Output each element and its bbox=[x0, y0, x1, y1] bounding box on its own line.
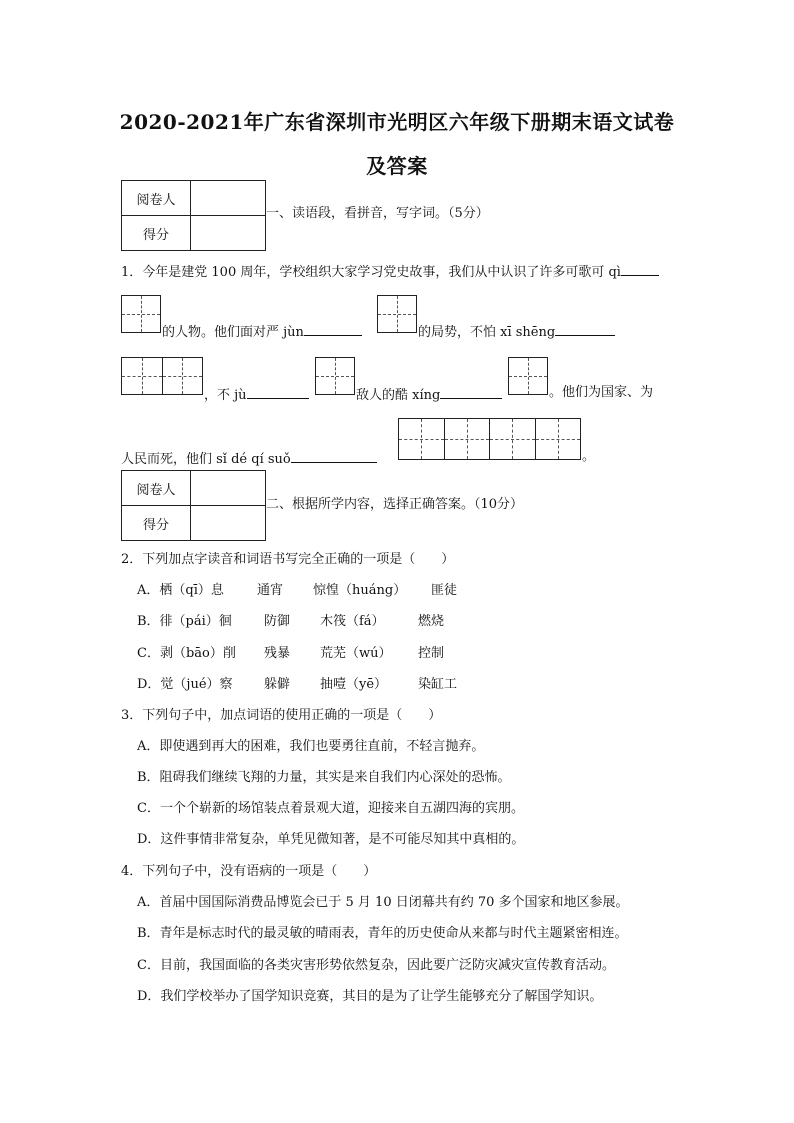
char-box-xing[interactable] bbox=[508, 357, 548, 395]
reviewer-label-2: 阅卷人 bbox=[122, 471, 191, 506]
blank-sidequsuo[interactable] bbox=[291, 449, 377, 463]
page-title-line2: 及答案 bbox=[366, 154, 428, 178]
q1-line4b: 。 bbox=[582, 449, 596, 464]
score-box-1 bbox=[121, 180, 266, 251]
q2-b-3: 木筏（fá） bbox=[320, 614, 385, 629]
q2-c-3: 荒芜（wú） bbox=[320, 646, 392, 661]
q1-text-2b: 的局势，不怕 xī shēng bbox=[418, 325, 556, 340]
score-field-2[interactable] bbox=[191, 506, 266, 541]
q2-c-1: C．剥（bāo）削 bbox=[137, 646, 236, 661]
q1-text-3a: ，不 jù bbox=[204, 388, 247, 403]
q4-option-b[interactable]: B．青年是标志时代的最灵敏的晴雨表，青年的历史使命从来都与时代主题紧密相连。 bbox=[137, 926, 628, 941]
q2-option-a[interactable] bbox=[137, 583, 457, 599]
q3-option-d[interactable]: D．这件事情非常复杂，单凭见微知著，是不可能尽知其中真相的。 bbox=[137, 832, 525, 847]
q2-c-4: 控制 bbox=[418, 646, 445, 661]
section1-heading: 一、读语段，看拼音，写字词。（5分） bbox=[266, 206, 489, 221]
q3-option-c[interactable]: C．一个个崭新的场馆装点着景观大道，迎接来自五湖四海的宾朋。 bbox=[137, 801, 524, 816]
q2-a-3: 惊惶（huáng） bbox=[313, 583, 407, 598]
reviewer-field-2[interactable] bbox=[191, 471, 266, 506]
q2-a-4: 匪徒 bbox=[431, 583, 458, 598]
q2-option-c[interactable] bbox=[137, 646, 444, 662]
q2-b-2: 防御 bbox=[264, 614, 291, 629]
q2-a-2: 通宵 bbox=[257, 583, 284, 598]
reviewer-label: 阅卷人 bbox=[122, 181, 191, 216]
q2-a-1: A．栖（qī）息 bbox=[137, 583, 224, 598]
score-field[interactable] bbox=[191, 216, 266, 251]
q4-option-d[interactable]: D．我们学校举办了国学知识竞赛，其目的是为了让学生能够充分了解国学知识。 bbox=[137, 989, 603, 1004]
page-title: 2020-2021年广东省深圳市光明区六年级下册期末语文试卷 bbox=[119, 110, 675, 134]
q2-b-1: B．徘（pái）徊 bbox=[137, 614, 232, 629]
q2-d-3: 抽噎（yē） bbox=[320, 677, 388, 692]
q1-text-3b: 敌人的酷 xíng bbox=[356, 388, 441, 403]
q4-stem: 4．下列句子中，没有语病的一项是（ ） bbox=[121, 864, 377, 879]
q1-line3a bbox=[204, 385, 309, 404]
q4-option-c[interactable]: C．目前，我国面临的各类灾害形势依然复杂，因此要广泛防灾减灾宣传教育活动。 bbox=[137, 958, 615, 973]
q1-line3c: 。他们为国家、为 bbox=[549, 385, 654, 400]
q1-text-4a: 人民而死，他们 sǐ dé qí suǒ bbox=[121, 452, 291, 467]
score-label: 得分 bbox=[122, 216, 191, 251]
char-box-qi[interactable] bbox=[121, 295, 161, 333]
char-box-ju[interactable] bbox=[315, 357, 355, 395]
q2-d-2: 躲僻 bbox=[264, 677, 291, 692]
q4-option-a[interactable]: A．首届中国国际消费品博览会已于 5 月 10 日闭幕共有约 70 多个国家和地区参展。 bbox=[137, 895, 629, 910]
q1-line4a bbox=[121, 449, 377, 468]
score-box-2 bbox=[121, 470, 266, 541]
blank-jun[interactable] bbox=[304, 322, 362, 336]
q3-option-b[interactable]: B．阻碍我们继续飞翔的力量，其实是来自我们内心深处的恐怖。 bbox=[137, 770, 511, 785]
blank-xisheng[interactable] bbox=[555, 322, 615, 336]
q1-line3b bbox=[356, 385, 502, 404]
q2-stem: 2．下列加点字读音和词语书写完全正确的一项是（ ） bbox=[121, 552, 455, 567]
q1-line2b bbox=[418, 322, 615, 341]
q2-b-4: 燃烧 bbox=[418, 614, 445, 629]
q1-text-2a: 的人物。他们面对严 jùn bbox=[162, 325, 304, 340]
q3-option-a[interactable]: A．即使遇到再大的困难，我们也要勇往直前，不轻言抛弃。 bbox=[137, 739, 485, 754]
q2-option-b[interactable] bbox=[137, 614, 444, 630]
q3-stem: 3．下列句子中，加点词语的使用正确的一项是（ ） bbox=[121, 708, 442, 723]
score-label-2: 得分 bbox=[122, 506, 191, 541]
q2-option-d[interactable] bbox=[137, 677, 457, 693]
section2-heading: 二、根据所学内容，选择正确答案。（10分） bbox=[266, 497, 524, 512]
blank-ju[interactable] bbox=[247, 385, 309, 399]
reviewer-field[interactable] bbox=[191, 181, 266, 216]
q1-line1 bbox=[121, 262, 659, 281]
q2-d-4: 染缸工 bbox=[418, 677, 458, 692]
char-box-sidequsuo[interactable] bbox=[398, 418, 581, 460]
blank-xing[interactable] bbox=[440, 385, 502, 399]
blank-qi[interactable] bbox=[621, 262, 659, 276]
char-box-xisheng[interactable] bbox=[121, 357, 203, 395]
q2-d-1: D．觉（jué）察 bbox=[137, 677, 233, 692]
char-box-jun[interactable] bbox=[377, 295, 417, 333]
q2-c-2: 残暴 bbox=[264, 646, 291, 661]
q1-text-1: 1．今年是建党 100 周年，学校组织大家学习党史故事，我们从中认识了许多可歌可 qì bbox=[121, 265, 621, 280]
q1-line2 bbox=[162, 322, 362, 341]
